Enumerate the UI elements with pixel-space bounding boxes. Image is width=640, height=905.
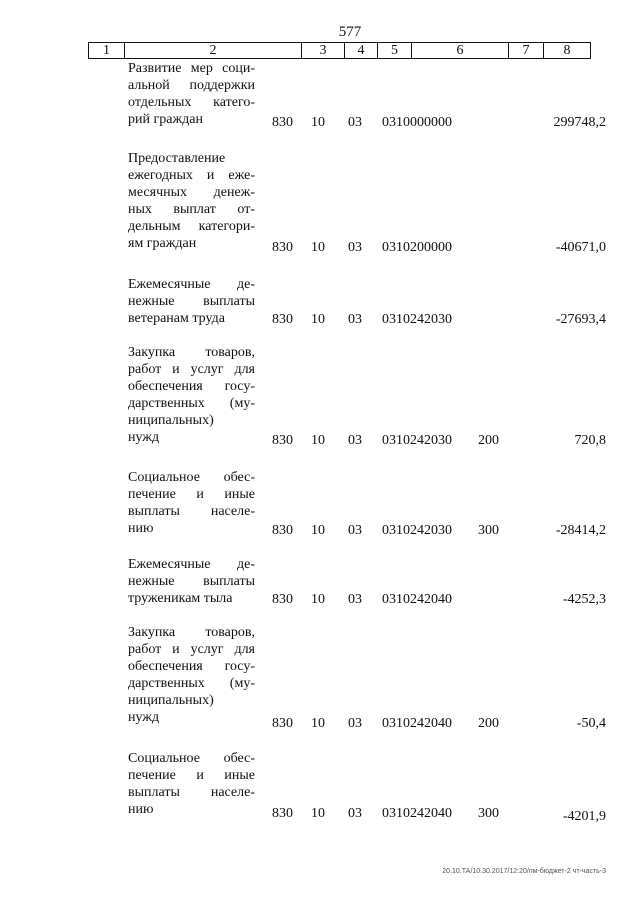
row-col3: 830 xyxy=(272,433,293,448)
row-col6: 0310000000 xyxy=(382,115,452,130)
row-col8: 720,8 xyxy=(574,433,606,448)
row-col7: 200 xyxy=(478,433,499,448)
column-header-6: 6 xyxy=(412,43,509,59)
row-col8: -4201,9 xyxy=(562,809,606,824)
row-col8: -40671,0 xyxy=(555,240,606,255)
row-col4: 10 xyxy=(311,240,325,255)
page-number: 577 xyxy=(338,24,362,40)
row-col4: 10 xyxy=(311,312,325,327)
column-header-3: 3 xyxy=(302,43,345,59)
row-col7: 200 xyxy=(478,716,499,731)
column-header-2: 2 xyxy=(125,43,302,59)
row-col6: 0310242040 xyxy=(382,592,452,607)
row-description: Закупка товаров, работ и услуг для обеспечения госу- дарственных (му- ниципальных) нужд xyxy=(128,625,255,725)
row-description: Ежемесячные де- нежные выплаты труженикам тыла xyxy=(128,557,255,606)
row-col8: 299748,2 xyxy=(553,115,606,130)
row-col6: 0310242030 xyxy=(382,312,452,327)
row-col6: 0310242030 xyxy=(382,433,452,448)
row-description: Закупка товаров, работ и услуг для обеспечения госу- дарственных (му- ниципальных) нужд xyxy=(128,345,255,445)
row-col8: -50,4 xyxy=(576,716,606,731)
row-col3: 830 xyxy=(272,592,293,607)
column-header-1: 1 xyxy=(89,43,125,59)
row-col8: -28414,2 xyxy=(555,523,606,538)
row-col5: 03 xyxy=(348,312,362,327)
row-col7: 300 xyxy=(478,523,499,538)
row-col3: 830 xyxy=(272,806,293,821)
row-col6: 0310242040 xyxy=(382,806,452,821)
row-col4: 10 xyxy=(311,806,325,821)
row-col4: 10 xyxy=(311,592,325,607)
row-col8: -4252,3 xyxy=(562,592,606,607)
row-col3: 830 xyxy=(272,312,293,327)
document-footer: 20.10.ТА/10.30.2017/12:20/пм-бюджет-2 чт-часть-3 xyxy=(442,868,606,875)
row-col4: 10 xyxy=(311,523,325,538)
row-col3: 830 xyxy=(272,716,293,731)
row-description: Ежемесячные де- нежные выплаты ветеранам труда xyxy=(128,277,255,326)
row-col3: 830 xyxy=(272,115,293,130)
row-description: Предоставление ежегодных и еже- месячных денеж- ных выплат от- дельным категори- ям граждан xyxy=(128,151,255,251)
row-col3: 830 xyxy=(272,240,293,255)
row-col5: 03 xyxy=(348,592,362,607)
row-description: Социальное обес- печение и иные выплаты населе- нию xyxy=(128,470,255,536)
row-col8: -27693,4 xyxy=(555,312,606,327)
row-col6: 0310242030 xyxy=(382,523,452,538)
row-description: Социальное обес- печение и иные выплаты населе- нию xyxy=(128,751,255,817)
column-header-8: 8 xyxy=(544,43,591,59)
row-col5: 03 xyxy=(348,240,362,255)
row-col5: 03 xyxy=(348,806,362,821)
column-header-table xyxy=(88,42,591,59)
column-header-4: 4 xyxy=(345,43,378,59)
row-col6: 0310200000 xyxy=(382,240,452,255)
row-col5: 03 xyxy=(348,523,362,538)
row-col5: 03 xyxy=(348,716,362,731)
column-header-7: 7 xyxy=(509,43,544,59)
row-col6: 0310242040 xyxy=(382,716,452,731)
column-header-5: 5 xyxy=(378,43,412,59)
row-col5: 03 xyxy=(348,433,362,448)
row-col4: 10 xyxy=(311,716,325,731)
row-description: Развитие мер соци- альной поддержки отдельных катего- рий граждан xyxy=(128,61,255,127)
row-col4: 10 xyxy=(311,115,325,130)
row-col5: 03 xyxy=(348,115,362,130)
row-col3: 830 xyxy=(272,523,293,538)
row-col4: 10 xyxy=(311,433,325,448)
row-col7: 300 xyxy=(478,806,499,821)
